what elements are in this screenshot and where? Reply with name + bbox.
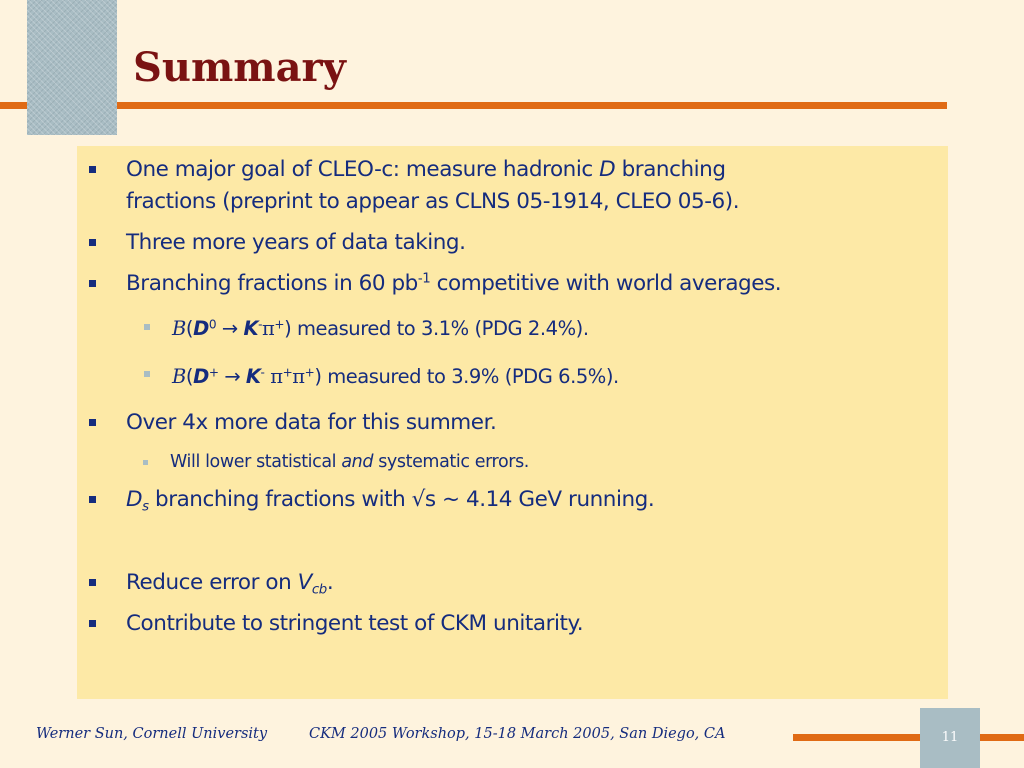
sub-bullet-dplus-kpipi bbox=[172, 363, 619, 391]
arrow: → bbox=[218, 365, 246, 388]
bullet-ckm-unitarity: Contribute to stringent test of CKM unitarity. bbox=[126, 611, 584, 636]
superscript: + bbox=[208, 365, 219, 380]
footer-event: CKM 2005 Workshop, 15-18 March 2005, San Diego, CA bbox=[309, 726, 726, 742]
page-number: 11 bbox=[941, 730, 959, 745]
bullet-marker bbox=[89, 239, 96, 246]
particle-symbol: π bbox=[270, 365, 283, 388]
bullet-marker bbox=[89, 280, 96, 287]
bullet-text: ) measured to 3.1% (PDG 2.4%). bbox=[284, 317, 589, 340]
particle-symbol: π bbox=[292, 365, 305, 388]
superscript: - bbox=[258, 317, 263, 332]
corner-decoration-tile bbox=[27, 0, 117, 135]
particle-symbol: K bbox=[243, 317, 259, 340]
bullet-ds-branching bbox=[126, 485, 654, 515]
bullet-goal-line1 bbox=[126, 155, 726, 185]
bullet-goal-line2: fractions (preprint to appear as CLNS 05-1914, CLEO 05-6). bbox=[126, 189, 740, 214]
particle-symbol: D bbox=[126, 487, 143, 512]
paren: ( bbox=[185, 365, 194, 388]
sub-bullet-d0-kpi bbox=[172, 315, 589, 343]
superscript: -1 bbox=[417, 271, 431, 287]
bullet-data-taking: Three more years of data taking. bbox=[126, 230, 466, 255]
bullet-branching-fractions bbox=[126, 269, 781, 299]
bullet-text: competitive with world averages. bbox=[430, 271, 782, 296]
bullet-more-data: Over 4x more data for this summer. bbox=[126, 410, 497, 435]
bullet-text: One major goal of CLEO-c: measure hadronic bbox=[126, 157, 600, 182]
bullet-text: branching bbox=[615, 157, 726, 182]
sub-bullet-marker bbox=[143, 460, 148, 465]
bullet-text: . bbox=[326, 570, 334, 595]
footer-rule-left bbox=[793, 734, 920, 741]
bullet-vcb bbox=[126, 568, 333, 598]
bullet-text: systematic errors. bbox=[373, 452, 529, 472]
bullet-marker bbox=[89, 579, 96, 586]
footer-rule-right bbox=[980, 734, 1024, 741]
sub-bullet-errors bbox=[170, 450, 529, 474]
bullet-marker bbox=[89, 620, 96, 627]
superscript: + bbox=[274, 317, 285, 332]
branching-symbol: B bbox=[172, 365, 186, 388]
superscript: 0 bbox=[208, 317, 217, 332]
particle-symbol: π bbox=[262, 317, 275, 340]
particle-symbol: D bbox=[599, 157, 616, 182]
bullet-marker bbox=[89, 419, 96, 426]
bullet-text: Reduce error on bbox=[126, 570, 298, 595]
branching-symbol: B bbox=[172, 317, 186, 340]
ckm-symbol: V bbox=[297, 570, 312, 595]
arrow: → bbox=[216, 317, 244, 340]
title-rule-left bbox=[0, 102, 27, 109]
particle-symbol: D bbox=[193, 365, 209, 388]
footer-author: Werner Sun, Cornell University bbox=[36, 726, 268, 742]
sub-bullet-marker bbox=[144, 371, 150, 377]
particle-symbol: K bbox=[245, 365, 261, 388]
subscript: cb bbox=[311, 582, 327, 598]
superscript: + bbox=[304, 365, 315, 380]
title-rule bbox=[117, 102, 947, 109]
particle-symbol: D bbox=[193, 317, 209, 340]
subscript: s bbox=[142, 499, 149, 515]
emphasis: and bbox=[341, 452, 374, 472]
sub-bullet-marker bbox=[144, 324, 150, 330]
slide-title: Summary bbox=[133, 44, 346, 91]
bullet-text: Branching fractions in 60 pb bbox=[126, 271, 418, 296]
bullet-text: Will lower statistical bbox=[170, 452, 342, 472]
superscript: + bbox=[282, 365, 293, 380]
bullet-marker bbox=[89, 166, 96, 173]
bullet-marker bbox=[89, 496, 96, 503]
bullet-text: branching fractions with √s ~ 4.14 GeV running. bbox=[148, 487, 655, 512]
paren: ( bbox=[185, 317, 194, 340]
superscript: - bbox=[260, 365, 265, 380]
bullet-text: ) measured to 3.9% (PDG 6.5%). bbox=[314, 365, 619, 388]
